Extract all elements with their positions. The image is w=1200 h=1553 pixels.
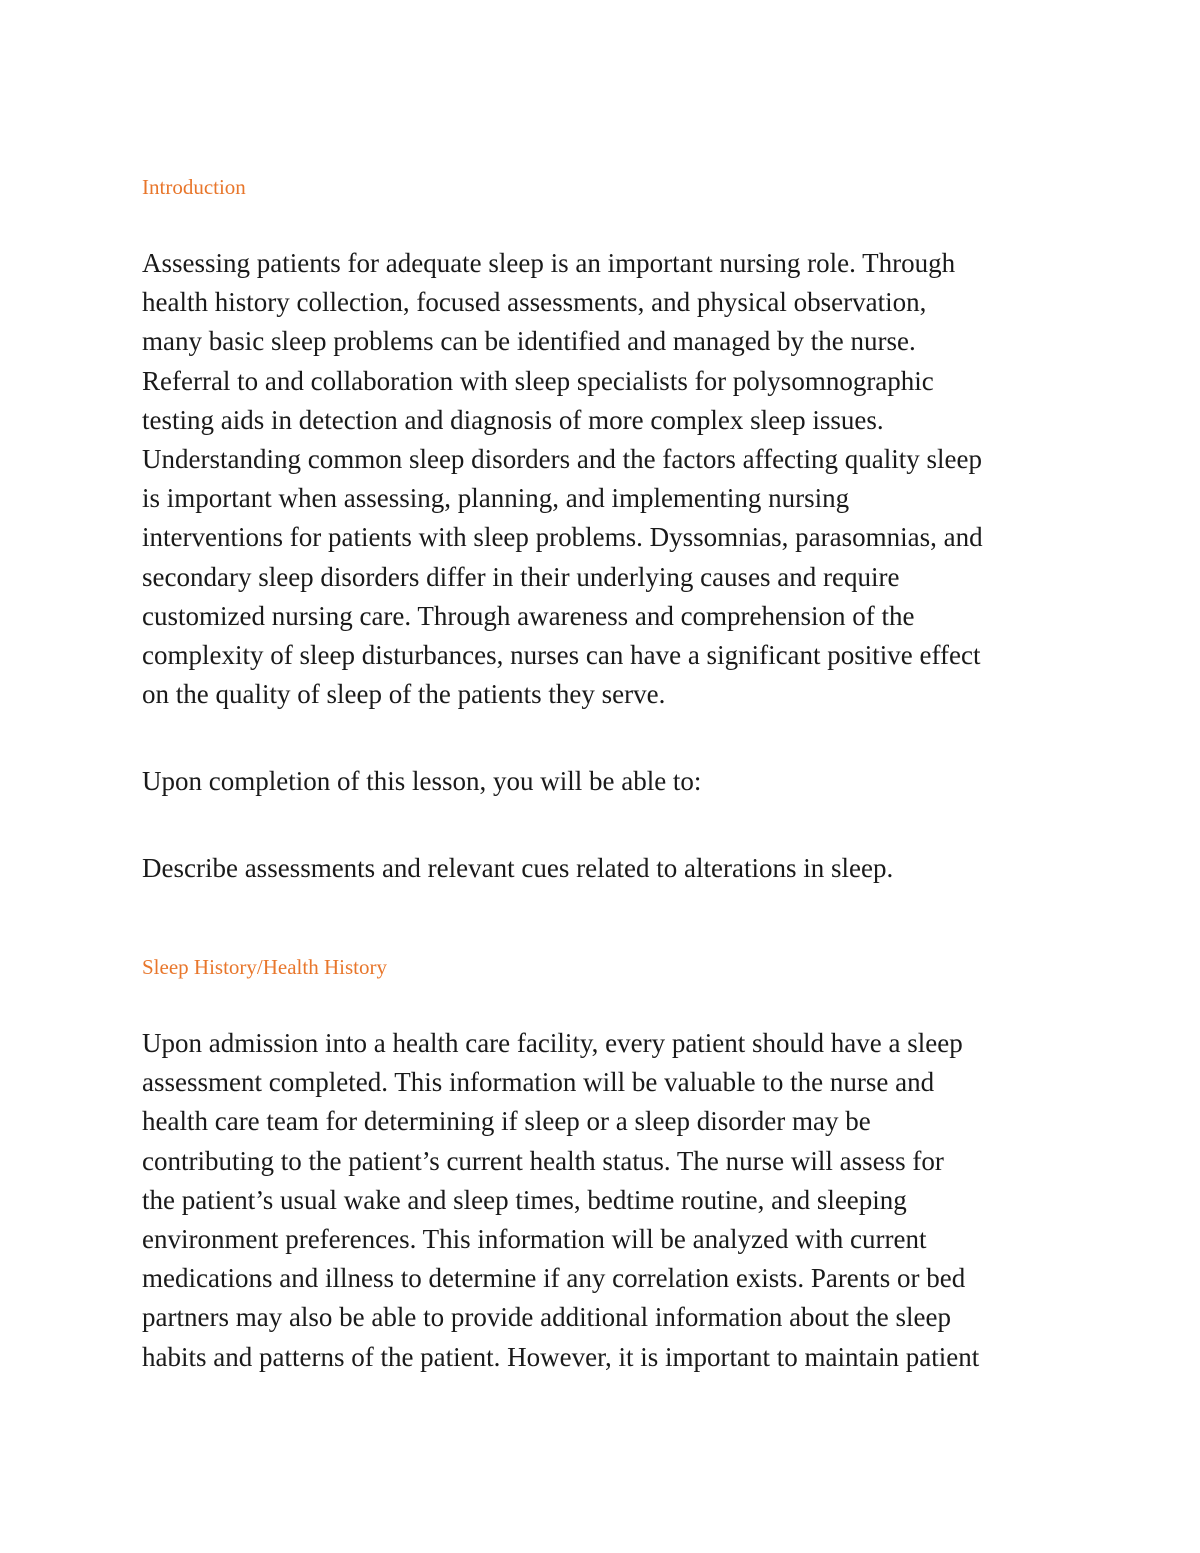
paragraph-line: is important when assessing, planning, and implementing nursing <box>142 483 850 514</box>
paragraph-line: many basic sleep problems can be identified and managed by the nurse. <box>142 326 916 357</box>
introduction-paragraph <box>142 244 1072 714</box>
paragraph-line: on the quality of sleep of the patients they serve. <box>142 679 666 710</box>
paragraph-line: Understanding common sleep disorders and the factors affecting quality sleep <box>142 444 983 475</box>
objectives-intro: Upon completion of this lesson, you will be able to: <box>142 766 702 796</box>
paragraph-line: environment preferences. This information will be analyzed with current <box>142 1224 927 1255</box>
paragraph-line: secondary sleep disorders differ in their underlying causes and require <box>142 561 900 592</box>
paragraph-line: the patient’s usual wake and sleep times, bedtime routine, and sleeping <box>142 1184 907 1215</box>
paragraph-line: partners may also be able to provide additional information about the sleep <box>142 1302 952 1333</box>
paragraph-line: contributing to the patient’s current health status. The nurse will assess for <box>142 1145 944 1176</box>
paragraph-line: medications and illness to determine if any correlation exists. Parents or bed <box>142 1263 966 1294</box>
paragraph-line: habits and patterns of the patient. However, it is important to maintain patient <box>142 1341 980 1372</box>
paragraph-line: health history collection, focused assessments, and physical observation, <box>142 287 927 318</box>
paragraph-line: complexity of sleep disturbances, nurses can have a significant positive effect <box>142 640 981 671</box>
sleep-history-heading: Sleep History/Health History <box>142 955 387 979</box>
sleep-history-paragraph <box>142 1024 1072 1377</box>
paragraph-line: interventions for patients with sleep problems. Dyssomnias, parasomnias, and <box>142 522 983 553</box>
paragraph-line: Assessing patients for adequate sleep is an important nursing role. Through <box>142 248 956 278</box>
paragraph-line: health care team for determining if sleep or a sleep disorder may be <box>142 1106 871 1137</box>
paragraph-line: assessment completed. This information will be valuable to the nurse and <box>142 1067 935 1098</box>
paragraph-line: Referral to and collaboration with sleep specialists for polysomnographic <box>142 365 934 396</box>
paragraph-line: customized nursing care. Through awareness and comprehension of the <box>142 600 915 631</box>
paragraph-line: Upon admission into a health care facility, every patient should have a sleep <box>142 1028 963 1058</box>
learning-objective: Describe assessments and relevant cues related to alterations in sleep. <box>142 853 894 883</box>
paragraph-line: testing aids in detection and diagnosis of more complex sleep issues. <box>142 404 884 435</box>
introduction-heading: Introduction <box>142 175 246 199</box>
